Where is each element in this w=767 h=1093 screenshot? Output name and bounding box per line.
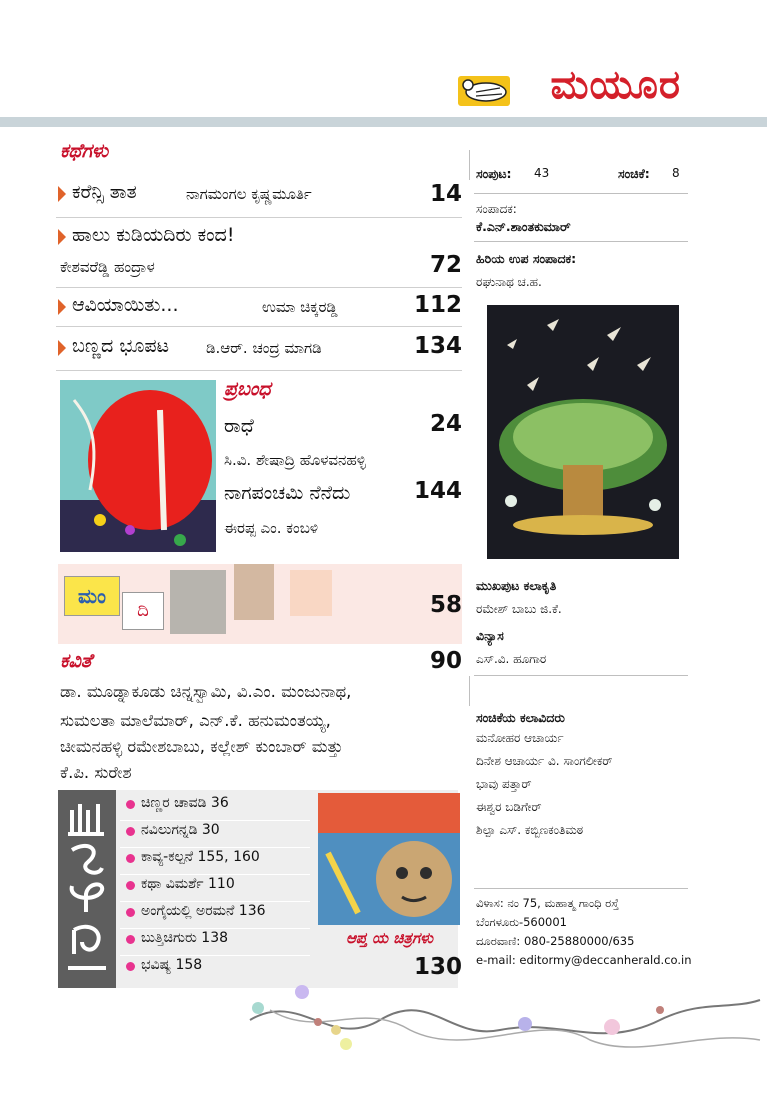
poets-line: ಚೀಮನಹಳ್ಳಿ ರಮೇಶಬಾಬು, ಕಲ್ಲೇಶ್ ಕುಂಬಾರ್ ಮತ್ತು (60, 737, 343, 756)
series-item[interactable]: ಕಥಾ ವಿಮರ್ಶೆ 110 (141, 876, 235, 892)
divider (120, 928, 310, 929)
essay-author: ಸಿ.ವಿ. ಶೇಷಾದ್ರಿ ಹೊಳವನಹಳ್ಳಿ (224, 451, 366, 469)
divider (120, 874, 310, 875)
series-item[interactable]: ಅಂಗೈಯಲ್ಲಿ ಅರಮನೆ 136 (141, 903, 266, 919)
volume-label: ಸಂಪುಟ: (476, 166, 512, 181)
editor-label: ಸಂಪಾದಕ: (476, 202, 517, 216)
issue-label: ಸಂಚಿಕೆ: (618, 166, 650, 181)
story-author: ಉಮಾ ಚಿಕ್ಕರಡ್ಡಿ (262, 298, 338, 316)
masthead-title: ಮಯೂರ (550, 62, 681, 108)
editor-name: ಕೆ.ಎನ್.ಶಾಂತಕುಮಾರ್ (476, 219, 571, 234)
artists-label: ಸಂಚಿಕೆಯ ಕಲಾವಿದರು (476, 710, 565, 725)
stories-heading: ಕಥೆಗಳು (60, 140, 109, 162)
bullet-icon (126, 908, 135, 917)
divider (56, 370, 462, 371)
divider (120, 847, 310, 848)
artist-name: ಶಿಲ್ಪಾ ಎಸ್. ಕಬ್ಬಿಣಕಂತಿಮಠ (476, 823, 584, 837)
story-author: ಡಿ.ಆರ್. ಚಂದ್ರ ಮಾಗಡಿ (206, 339, 322, 357)
essay-page: 24 (429, 411, 462, 437)
mandi-page: 58 (429, 592, 462, 618)
senior-editor-label: ಹಿರಿಯ ಉಪ ಸಂಪಾದಕ: (476, 251, 577, 266)
email-line[interactable]: e-mail: editormy@deccanherald.co.in (476, 953, 692, 967)
story-page: 14 (429, 181, 462, 207)
arrow-icon (58, 340, 66, 356)
poets-line: ಡಾ. ಮೂಡ್ನಾಕೂಡು ಚಿನ್ನಸ್ವಾಮಿ, ವಿ.ಎಂ. ಮಂಜುನಾಥ, (60, 682, 352, 701)
arrow-icon (58, 186, 66, 202)
poems-heading: ಕವಿತೆ (60, 650, 92, 672)
divider (469, 150, 470, 180)
divider (56, 287, 462, 288)
mandi-letter-tile: ದಿ (122, 592, 164, 630)
phone-line: ದೂರವಾಣಿ: 080-25880000/635 (476, 934, 635, 948)
poets-line: ಕೆ.ಪಿ. ಸುರೇಶ (60, 763, 132, 782)
address-line: ಬೆಂಗಳೂರು-560001 (476, 915, 568, 929)
story-author: ಕೇಶವರೆಡ್ಡಿ ಹಂದ್ರಾಳ (60, 258, 155, 276)
divider (474, 241, 688, 242)
story-title[interactable]: ಹಾಲು ಕುಡಿಯದಿರು ಕಂದ! (72, 224, 235, 246)
issue-value: 8 (672, 166, 680, 180)
mandi-letter-tile: ಮಂ (64, 576, 120, 616)
series-item[interactable]: ನವಿಲುಗನ್ನಡಿ 30 (141, 822, 220, 838)
footer-swirl-decoration (240, 980, 767, 1070)
photo-feature-artwork (318, 793, 460, 925)
bullet-icon (126, 800, 135, 809)
mandi-photo (234, 564, 274, 620)
bullet-icon (126, 962, 135, 971)
essay-author: ಈರಪ್ಪ ಎಂ. ಕಂಬಳಿ (224, 519, 319, 537)
essay-artwork (60, 380, 216, 552)
series-item[interactable]: ಭವಿಷ್ಯ 158 (141, 957, 203, 973)
divider (469, 676, 470, 706)
story-page: 134 (413, 333, 462, 359)
cover-art-name: ರಮೇಶ್ ಬಾಬು ಜಿ.ಕೆ. (476, 602, 562, 616)
story-title[interactable]: ಆವಿಯಾಯಿತು... (72, 294, 179, 316)
cover-artwork (487, 305, 679, 559)
photo-feature-page: 130 (413, 954, 462, 980)
series-glyph-icon (58, 790, 116, 988)
essay-title[interactable]: ನಾಗಪಂಚಮಿ ನೆನೆದು (224, 482, 351, 504)
bullet-icon (126, 935, 135, 944)
cover-art-label: ಮುಖಪುಟ ಕಲಾಕೃತಿ (476, 578, 557, 593)
arrow-icon (58, 229, 66, 245)
address-line: ವಿಳಾಸ: ನಂ 75, ಮಹಾತ್ಮ ಗಾಂಧಿ ರಸ್ತೆ (476, 896, 619, 910)
story-title[interactable]: ಕರೆನ್ಸಿ ತಾತ (72, 181, 137, 203)
senior-editor-name: ರಘುನಾಥ ಚ.ಹ. (476, 275, 542, 289)
essay-title[interactable]: ರಾಧೆ (224, 415, 254, 437)
poets-line: ಸುಮಲತಾ ಮಾಲೆಮಾರ್, ಎನ್.ಕೆ. ಹನುಮಂತಯ್ಯ, (60, 711, 331, 730)
arrow-icon (58, 299, 66, 315)
artist-name: ದಿನೇಶ ಆಚಾರ್ಯ ವಿ. ಸಾಂಗಲೀಕರ್ (476, 754, 613, 768)
artist-name: ಭಾವು ಪತ್ತಾರ್ (476, 777, 532, 791)
design-name: ಎಸ್.ವಿ. ಹೂಗಾರ (476, 652, 547, 666)
volume-value: 43 (534, 166, 550, 180)
design-label: ವಿನ್ಯಾಸ (476, 628, 504, 643)
poems-page: 90 (429, 648, 462, 674)
mandi-photo (290, 570, 332, 616)
divider (120, 901, 310, 902)
bullet-icon (126, 827, 135, 836)
bullet-icon (126, 854, 135, 863)
divider (120, 820, 310, 821)
peacock-logo-icon (456, 70, 514, 108)
mandi-photo (170, 570, 226, 634)
story-page: 112 (413, 292, 462, 318)
header-band (0, 117, 767, 127)
series-item[interactable]: ಬುತ್ತಿಚಿಗುರು 138 (141, 930, 229, 946)
essays-heading: ಪ್ರಬಂಧ (224, 378, 271, 400)
series-side-label (58, 790, 116, 988)
story-author: ನಾಗಮಂಗಲ ಕೃಷ್ಣಮೂರ್ತಿ (186, 185, 312, 203)
artist-name: ಈಶ್ವರ ಬಡಿಗೇರ್ (476, 800, 542, 814)
divider (474, 888, 688, 889)
bullet-icon (126, 881, 135, 890)
series-item[interactable]: ಕಾವ್ಯ-ಕಲ್ಪನೆ 155, 160 (141, 849, 260, 865)
artist-name: ಮನೋಹರ ಆಚಾರ್ಯ (476, 731, 564, 745)
divider (474, 675, 688, 676)
divider (56, 217, 462, 218)
story-title[interactable]: ಬಣ್ಣದ ಭೂಪಟ (72, 335, 170, 357)
divider (120, 955, 310, 956)
divider (56, 326, 462, 327)
divider (474, 193, 688, 194)
essay-page: 144 (413, 478, 462, 504)
photo-feature-label: ಆಪ್ತ ಯ ಚಿತ್ರಗಳು (346, 929, 433, 947)
story-page: 72 (429, 252, 462, 278)
series-item[interactable]: ಚಿಣ್ಣರ ಚಾವಡಿ 36 (141, 795, 229, 811)
